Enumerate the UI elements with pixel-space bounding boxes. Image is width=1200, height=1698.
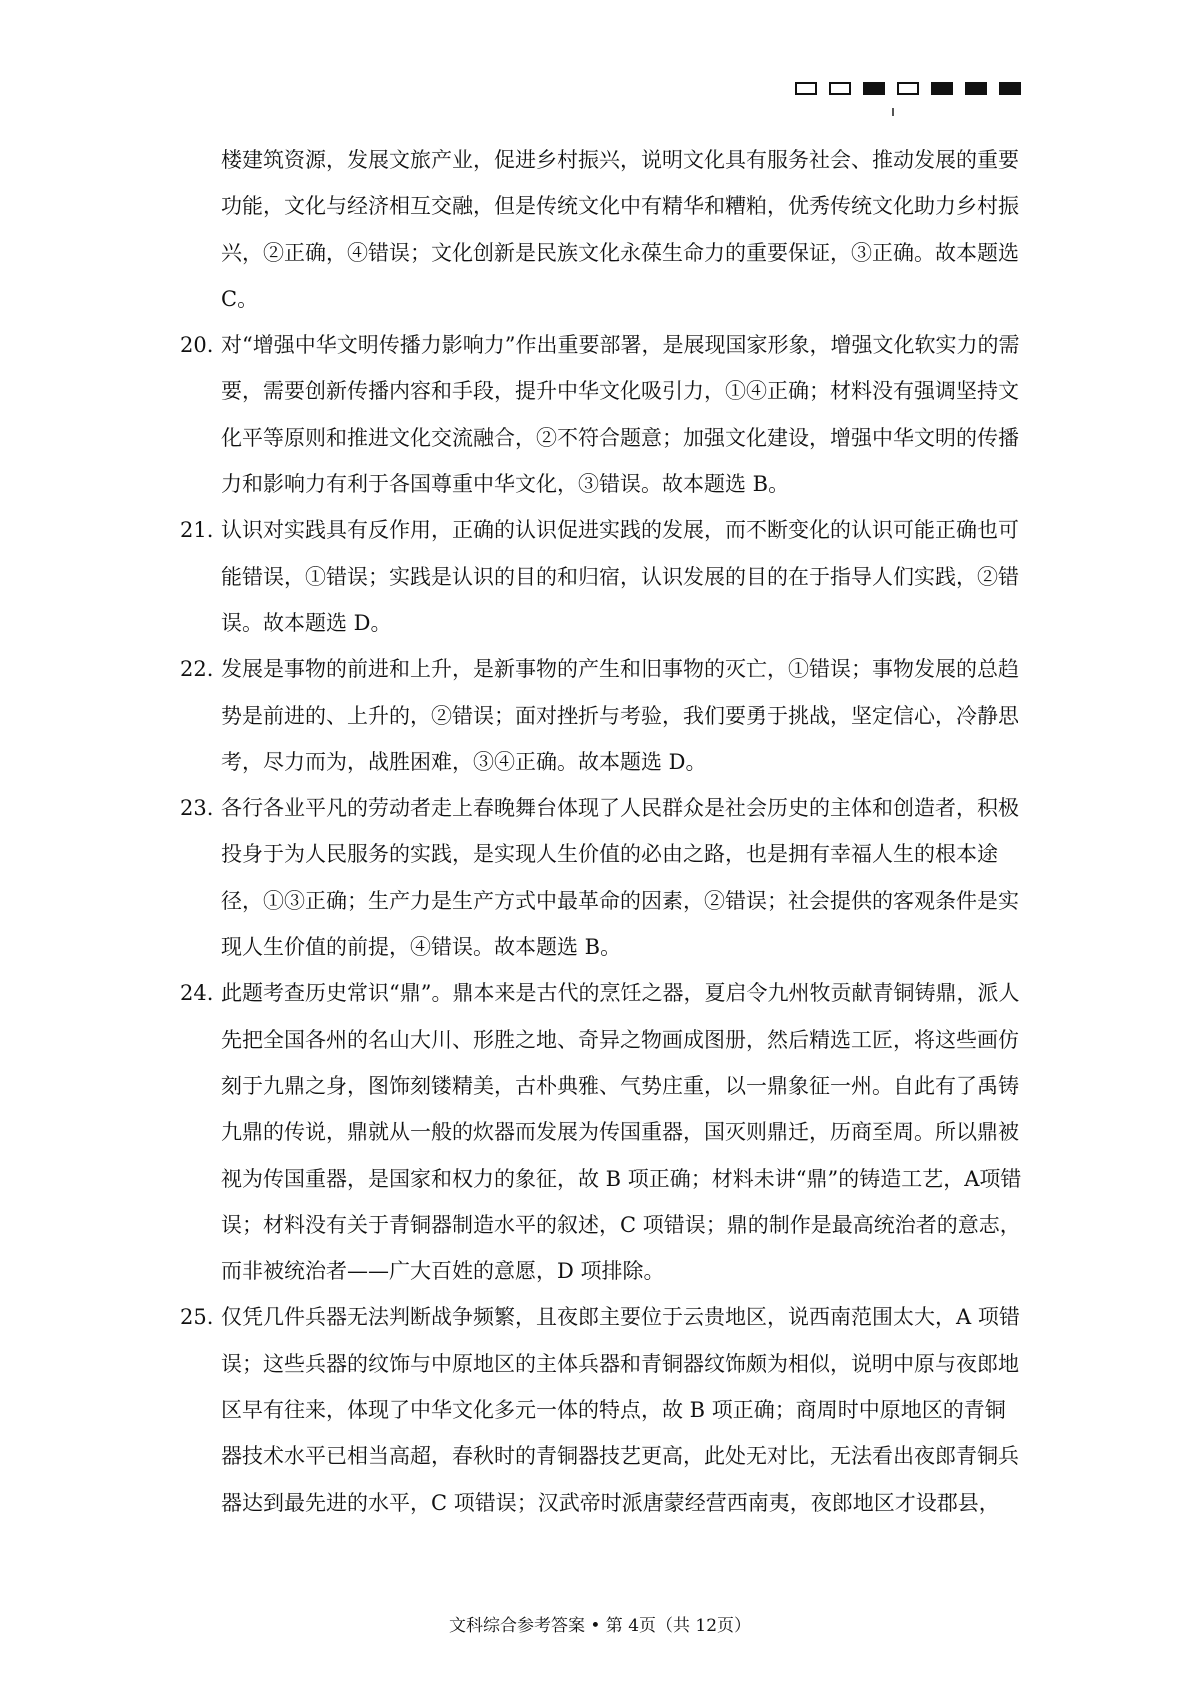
answer-item-24 xyxy=(0,970,1023,1294)
question-number: 20. xyxy=(180,333,214,358)
answer-item-21 xyxy=(0,507,1023,646)
header-mark xyxy=(931,82,953,95)
header-tick xyxy=(892,108,894,116)
answer-text: 此题考查历史常识“鼎”。鼎本来是古代的烹饪之器，夏启令九州牧贡献青铜铸鼎，派人先把全国各州的名山大川、形胜之地、奇异之物画成图册，然后精选工匠，将这些画仿刻于九鼎之身，图饰刻镂精美，古朴典雅、气势庄重，以一鼎象征一州。自此有了禹铸九鼎的传说，鼎就从一般的炊器而发展为传国重器，国灭则鼎迁，历商至周。所以鼎被视为传国重器，是国家和权力的象征，故 B 项正确；材料未讲“鼎”的铸造工艺，A项错误；材料没有关于青铜器制造水平的叙述，C 项错误；鼎的制作是最高统治者的意志，而非被统治者——广大百姓的意愿，D 项排除。 xyxy=(221,981,1022,1284)
answer-item-23 xyxy=(0,785,1023,970)
header-mark xyxy=(795,82,817,95)
answer-text: 各行各业平凡的劳动者走上春晚舞台体现了人民群众是社会历史的主体和创造者，积极投身于为人民服务的实践，是实现人生价值的必由之路，也是拥有幸福人生的根本途径，①③正确；生产力是生产方式中最革命的因素，②错误；社会提供的客观条件是实现人生价值的前提，④错误。故本题选 B。 xyxy=(221,796,1019,960)
answer-text: 仅凭几件兵器无法判断战争频繁，且夜郎主要位于云贵地区，说西南范围太大，A 项错误；这些兵器的纹饰与中原地区的主体兵器和青铜器纹饰颇为相似，说明中原与夜郎地区早有往来，体现了中华文化多元一体的特点，故 B 项正确；商周时中原地区的青铜器技术水平已相当高超，春秋时的青铜器技艺更高，此处无对比，无法看出夜郎青铜兵器达到最先进的水平，C 项错误；汉武帝时派唐蒙经营西南夷，夜郎地区才设郡县， xyxy=(221,1305,1020,1515)
header-mark xyxy=(863,82,885,95)
answer-text: 对“增强中华文明传播力影响力”作出重要部署，是展现国家形象，增强文化软实力的需要，需要创新传播内容和手段，提升中华文化吸引力，①④正确；材料没有强调坚持文化平等原则和推进文化交流融合，②不符合题意；加强文化建设，增强中华文明的传播力和影响力有利于各国尊重中华文化，③错误。故本题选 B。 xyxy=(221,333,1020,497)
header-mark xyxy=(999,82,1021,95)
answer-item-22 xyxy=(0,646,1023,785)
header-mark xyxy=(965,82,987,95)
header-marks xyxy=(795,82,1021,95)
question-number: 22. xyxy=(180,657,214,682)
question-number: 21. xyxy=(180,518,214,543)
answer-content xyxy=(0,137,1200,1526)
header-mark xyxy=(829,82,851,95)
continuation-paragraph: 楼建筑资源，发展文旅产业，促进乡村振兴，说明文化具有服务社会、推动发展的重要功能，文化与经济相互交融，但是传统文化中有精华和糟粕，优秀传统文化助力乡村振兴，②正确，④错误；文化创新是民族文化永葆生命力的重要保证，③正确。故本题选C。 xyxy=(221,148,1019,311)
answer-item-25 xyxy=(0,1294,1023,1525)
answer-text: 发展是事物的前进和上升，是新事物的产生和旧事物的灭亡，①错误；事物发展的总趋势是前进的、上升的，②错误；面对挫折与考验，我们要勇于挑战，坚定信心，冷静思考，尽力而为，战胜困难，③④正确。故本题选 D。 xyxy=(221,657,1019,774)
question-number: 23. xyxy=(180,796,214,821)
answer-text: 认识对实践具有反作用，正确的认识促进实践的发展，而不断变化的认识可能正确也可能错误，①错误；实践是认识的目的和归宿，认识发展的目的在于指导人们实践，②错误。故本题选 D。 xyxy=(221,518,1019,635)
question-number: 25. xyxy=(180,1305,214,1330)
page-footer: 文科综合参考答案 • 第 4页（共 12页） xyxy=(448,1616,752,1636)
question-number: 24. xyxy=(180,981,214,1006)
header-mark xyxy=(897,82,919,95)
answer-item-20 xyxy=(0,322,1023,507)
